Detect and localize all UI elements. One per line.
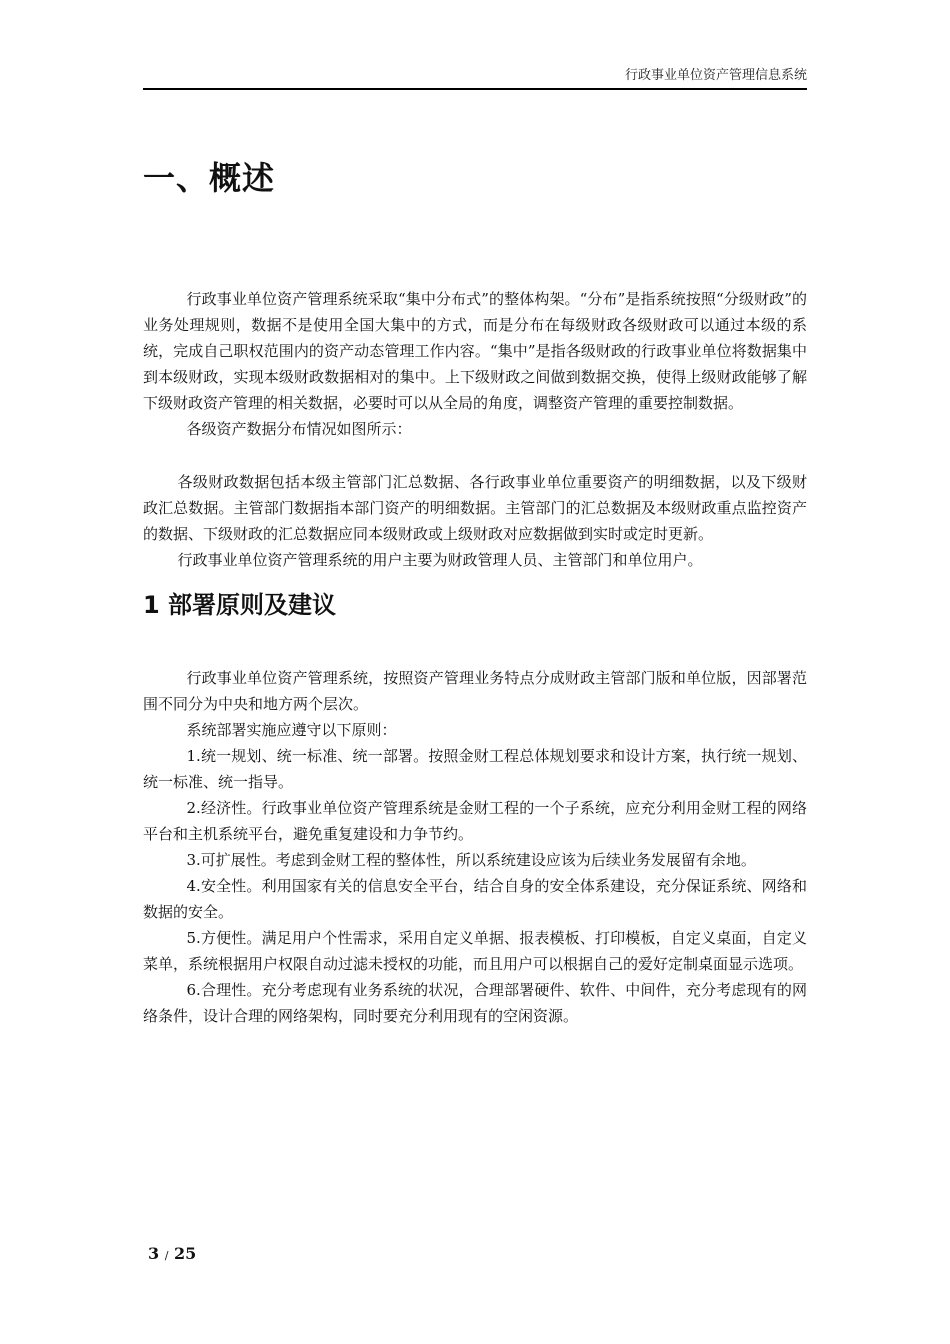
section-heading: 1 部署原则及建议 [143, 591, 337, 619]
page-total: 25 [174, 1244, 197, 1263]
figure-lead-paragraph: 各级资产数据分布情况如图所示： [186, 420, 412, 438]
principle-item: 5.方便性。满足用户个性需求，采用自定义单据、报表模板、打印模板，自定义桌面，自定义菜单，系统根据用户权限自动过滤未授权的功能，而且用户可以根据自己的爱好定制桌面显示选项。 [143, 929, 807, 973]
running-header: 行政事业单位资产管理信息系统 [624, 68, 807, 83]
page-body [143, 150, 807, 1029]
intro-paragraph: 行政事业单位资产管理系统采取“集中分布式”的整体构架。“分布”是指系统按照“分级财政”的业务处理规则，数据不是使用全国大集中的方式，而是分布在每级财政各级财政可以通过本级的系统，完成自己职权范围内的资产动态管理工作内容。“集中”是指各级财政的行政事业单位将数据集中到本级财政，实现本级财政数据相对的集中。上下级财政之间做到数据交换，使得上级财政能够了解下级财政资产管理的相关数据，必要时可以从全局的角度，调整资产管理的重要控制数据。 [143, 290, 807, 412]
principle-item: 3.可扩展性。考虑到金财工程的整体性，所以系统建设应该为后续业务发展留有余地。 [186, 851, 756, 869]
figure-placeholder [143, 442, 807, 469]
spacer [143, 208, 807, 286]
page-number [148, 1244, 196, 1263]
header-divider [143, 88, 807, 90]
section-paragraph: 系统部署实施应遵守以下原则： [186, 721, 397, 739]
page-separator: / [164, 1249, 169, 1262]
page-current: 3 [148, 1244, 160, 1263]
principle-item: 4.安全性。利用国家有关的信息安全平台，结合自身的安全体系建设，充分保证系统、网络和数据的安全。 [143, 877, 807, 921]
section-paragraph: 行政事业单位资产管理系统，按照资产管理业务特点分成财政主管部门版和单位版，因部署范围不同分为中央和地方两个层次。 [143, 669, 807, 713]
principle-item: 6.合理性。充分考虑现有业务系统的状况，合理部署硬件、软件、中间件，充分考虑现有的网络条件，设计合理的网络架构，同时要充分利用现有的空闲资源。 [143, 981, 807, 1025]
data-distribution-paragraph: 各级财政数据包括本级主管部门汇总数据、各行政事业单位重要资产的明细数据，以及下级财政汇总数据。主管部门数据指本部门资产的明细数据。主管部门的汇总数据及本级财政重点监控资产的数据、下级财政的汇总数据应同本级财政或上级财政对应数据做到实时或定时更新。 [143, 473, 807, 543]
users-paragraph: 行政事业单位资产管理系统的用户主要为财政管理人员、主管部门和单位用户。 [177, 551, 703, 569]
principle-item: 2.经济性。行政事业单位资产管理系统是金财工程的一个子系统，应充分利用金财工程的网络平台和主机系统平台，避免重复建设和力争节约。 [143, 799, 807, 843]
principle-item: 1.统一规划、统一标准、统一部署。按照金财工程总体规划要求和设计方案，执行统一规划、统一标准、统一指导。 [143, 747, 807, 791]
chapter-heading: 一、概述 [143, 159, 276, 197]
